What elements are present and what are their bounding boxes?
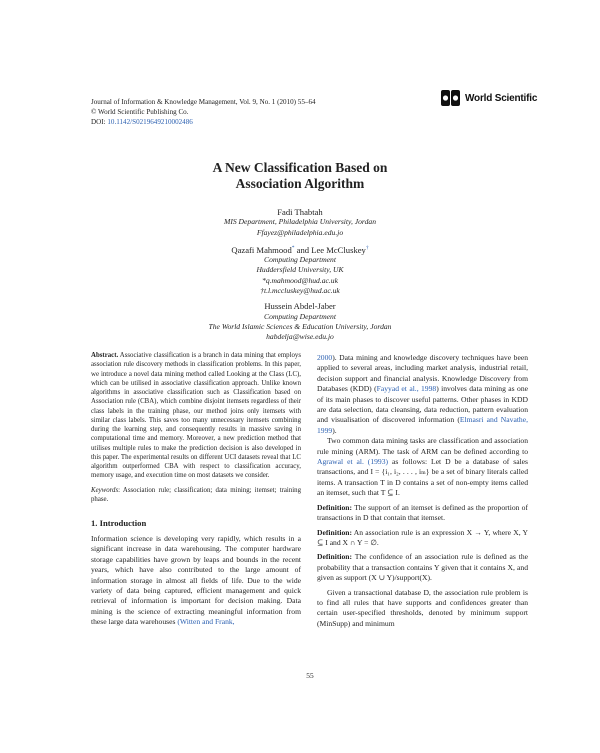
paper-title	[91, 160, 509, 192]
abstract-label: Abstract.	[91, 352, 119, 359]
right-p1c-text: ).	[332, 425, 337, 435]
intro-paragraph-2	[317, 436, 528, 498]
doi-label: DOI:	[91, 118, 108, 126]
journal-citation	[91, 97, 421, 127]
abstract	[91, 351, 301, 481]
author-3-email: †t.l.mccluskey@hud.ac.uk	[260, 285, 340, 295]
abstract-text: Associative classification is a branch in data mining that employs association rule discovery methods in classification problems. In this paper, we introduce a novel data mining method called Looking at the Class (LC), which can be utilised in associative classification approach. Unlike known algorithms in associative classification such as Classification based on Association rule (CBA), which combine disjoint itemsets regardless of their class labels in the training phase, our method joins only itemsets with similar class labels. This saves too many unnecessary itemsets combining during the learning step, and consequently results in massive saving in computational time and memory. Moreover, a new prediction method that utilises multiple rules to make the prediction decision is also developed in this paper. The experimental results on different UCI datasets reveal that LC algorithm outperformed CBA with respect to classification accuracy, memory usage, and execution time on most datasets we consider.	[91, 352, 301, 480]
author-block	[91, 207, 509, 342]
citation-fayyad[interactable]: Fayyad et al., 1998	[376, 384, 437, 394]
page-number: 55	[306, 671, 314, 680]
section-heading-introduction: 1. Introduction	[91, 518, 147, 528]
intro-paragraph-1	[91, 534, 301, 628]
citation-agrawal[interactable]: Agrawal et al. (1993)	[317, 457, 389, 467]
author-4-email: habdelja@wise.edu.jo	[266, 332, 334, 342]
right-p1b-text: ) involves data mining as one of its main phases to discover useful patterns. Other phases in KDD are data selection, data cleansing, data reduction, pattern evaluation and visualisation of discovered information (	[317, 384, 528, 425]
author-4-affiliation-dept: Computing Department	[264, 311, 336, 321]
citation-witten-frank-year[interactable]: 2000	[317, 353, 333, 362]
right-p2a-text: Two common data mining tasks are classification and association rule mining (ARM). The task of ARM can be defined according to	[317, 436, 528, 456]
intro-paragraph-1-continued	[317, 353, 528, 436]
journal-line-1: Journal of Information & Knowledge Management, Vol. 9, No. 1 (2010) 55–64	[91, 98, 316, 106]
citation-elmasri[interactable]: Elmasri and Navathe, 1999	[317, 415, 528, 435]
author-3-name: and Lee McCluskey	[294, 244, 366, 255]
definition-text: The support of an itemset is defined as the proportion of transactions in D that contain that itemset.	[317, 502, 528, 523]
definition-support	[317, 503, 528, 524]
keywords-label: Keywords	[91, 486, 119, 494]
author-3-mark: †	[365, 244, 369, 251]
author-1-affiliation: MIS Department, Philadelphia University, Jordan	[224, 217, 376, 227]
right-p1-text: ). Data mining and knowledge discovery techniques have been applied to several areas, including market analysis, industrial retail, decision support and financial analysis. Knowledge Discovery from Databases (KDD) (	[317, 353, 528, 394]
authors-2-3-names	[91, 243, 509, 255]
journal-line-2: © World Scientific Publishing Co.	[91, 108, 189, 116]
title-line-1: A New Classification Based on	[212, 160, 388, 175]
left-column	[91, 351, 301, 628]
definition-text: The confidence of an association rule is defined as the probability that a transaction contains Y given that it contains X, and given as support (X ∪ Y)/support(X).	[317, 552, 528, 583]
world-scientific-logo-icon	[440, 88, 462, 108]
author-2-name: Qazafi Mahmood	[231, 244, 292, 255]
right-column	[317, 353, 528, 629]
title-line-2: Association Algorithm	[235, 176, 365, 191]
definition-confidence	[317, 552, 528, 583]
intro-p1-text: Information science is developing very rapidly, which results in a significant increase in data warehousing. The computer hardware storage capabilities have grown by leaps and bounds in the recent years, which have also contributed to the large amount of information storage in almost all fields of life. Due to the wide variety of data being captured, efficient management and quick retrieval of information is important for decision making. Data mining is the science of extracting meaningful information from these large data warehouses	[91, 534, 301, 627]
definition-label: Definition:	[317, 527, 353, 537]
doi-link[interactable]: 10.1142/S0219649210002486	[107, 118, 193, 126]
author-1-email: Ffayez@philadelphia.edu.jo	[256, 227, 344, 237]
definition-label: Definition:	[317, 552, 353, 562]
keywords-text: : Association rule; classification; data mining; itemset; training phase.	[91, 486, 301, 503]
author-4-name: Hussein Abdel-Jaber	[264, 301, 336, 312]
citation-witten-frank[interactable]: (Witten and Frank,	[177, 617, 235, 627]
keywords	[91, 486, 301, 505]
author-2-email: *q.mahmood@hud.ac.uk	[262, 275, 338, 285]
author-1-name: Fadi Thabtah	[277, 207, 323, 217]
author-2-affiliation-dept: Computing Department	[264, 255, 336, 265]
author-2-mark: *	[291, 244, 295, 251]
definition-text: An association rule is an expression X → Y, where X, Y ⊆ I and X ∩ Y = ∅.	[317, 527, 528, 547]
author-2-affiliation-univ: Huddersfield University, UK	[256, 265, 344, 275]
definition-label: Definition:	[317, 502, 353, 512]
definition-association-rule	[317, 528, 528, 549]
doi-line	[91, 117, 421, 127]
intro-paragraph-3: Given a transactional database D, the association rule problem is to find all rules that have supports and confidences greater than certain user-specified thresholds, denoted by minimum support (MinSupp) and minimum	[317, 587, 528, 628]
logo-text: World Scientific	[465, 92, 538, 104]
publisher-logo	[440, 88, 540, 108]
right-p2b-text: as follows: Let D be a database of sales transactions, and I = {i₁, i₂, . . . , iₘ} be a set of binary literals called items. A transaction T in D contains a set of non-empty items called an itemset, such that T ⊆ I.	[317, 457, 528, 498]
author-4-affiliation-univ: The World Islamic Sciences & Education University, Jordan	[208, 321, 392, 331]
